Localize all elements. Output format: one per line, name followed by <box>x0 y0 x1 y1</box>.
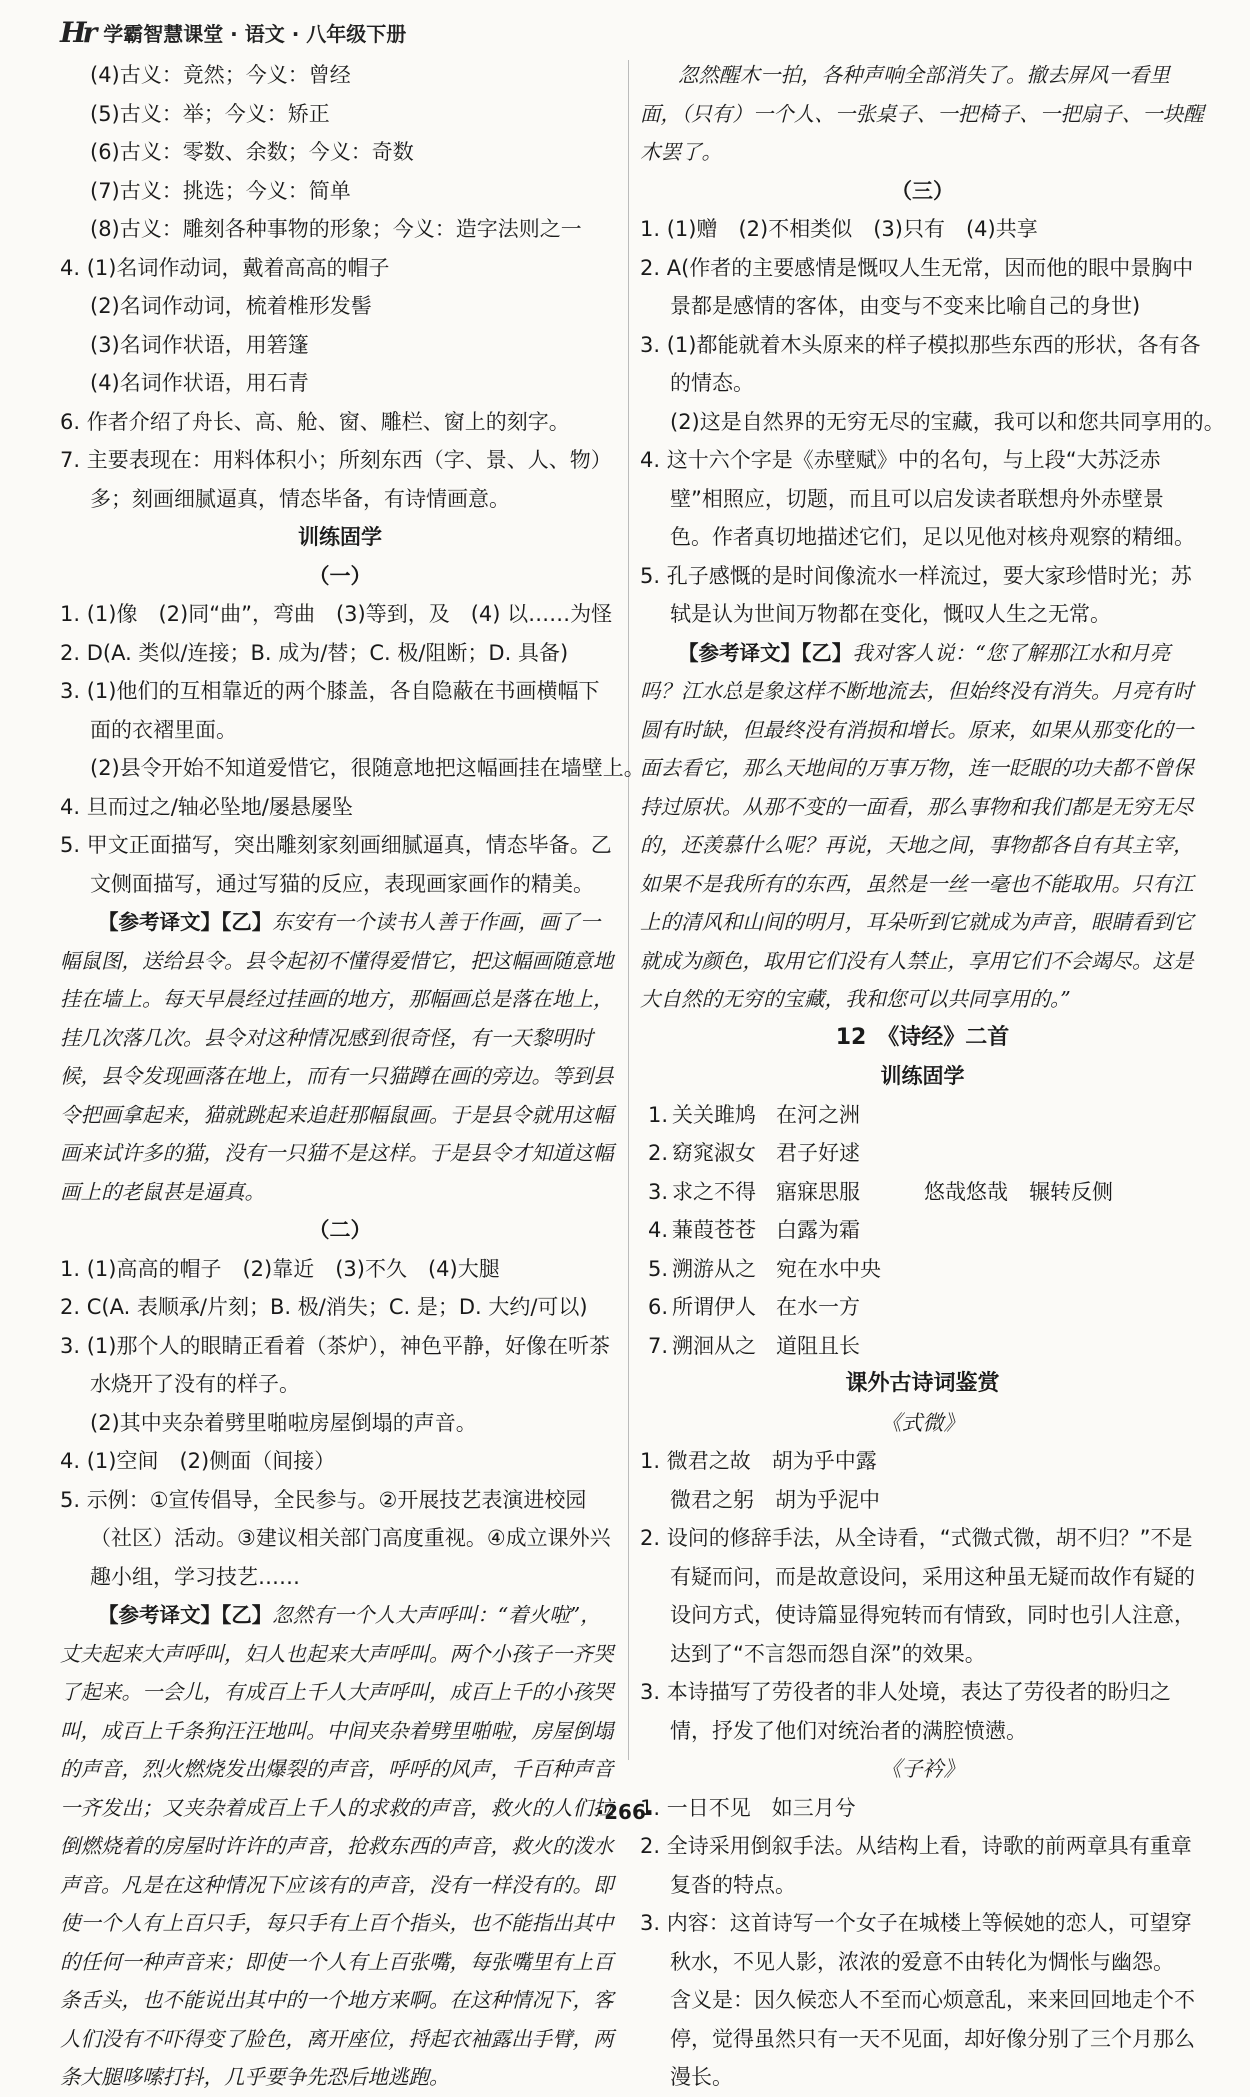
book-title: 学霸智慧课堂 · 语文 · 八年级下册 <box>103 21 407 46</box>
poem-line <box>640 1288 1205 1327</box>
translation-continued: 忽然醒木一拍，各种声响全部消失了。撤去屏风一看里面，（只有）一个人、一张桌子、一把椅子、一把扇子、一块醒木罢了。 <box>640 63 1204 164</box>
section-number: （三） <box>891 178 954 203</box>
poem-line-b: 宛在水中央 <box>776 1256 881 1281</box>
answer-line: 1. (1)赠 (2)不相类似 (3)只有 (4)共享 <box>640 217 1038 241</box>
item-number: 5. <box>648 1256 669 1281</box>
item-number: 6. <box>648 1295 669 1319</box>
answer-line: 3. (1)都能就着木头原来的样子模拟那些东西的形状，各有各的情态。 <box>640 332 1201 395</box>
answer-line: 6. 作者介绍了舟长、高、舱、窗、雕栏、窗上的刻字。 <box>60 409 570 434</box>
poem-line-b: 在水一方 <box>776 1295 860 1319</box>
answer-line: 4. (1)空间 (2)侧面（间接） <box>60 1449 336 1473</box>
poem-title: 《式微》 <box>880 1410 965 1435</box>
translation-text: 我对客人说：“您了解那江水和月亮吗？江水总是象这样不断地流去，但始终没有消失。月亮有时圆有时缺，但最终没有消损和增长。原来，如果从那变化的一面去看它，那么天地间的万事万物，连一眨眼的功夫都不曾保持过原状。从那不变的一面看，那么事物和我们都是无穷无尽的，还羡慕什么呢？再说，天地之间，事物都各自有其主宰，如果不是我所有的东西，虽然是一丝一毫也不能取用。只有江上的清风和山间的明月，耳朵听到它就成为声音，眼睛看到它就成为颜色，取用它们没有人禁止，享用它们不会竭尽。这是大自然的无穷的宝藏，我和您可以共同享用的。” <box>640 640 1194 1011</box>
answer-line: 含义是：因久候恋人不至而心烦意乱，来来回回地走个不停，觉得虽然只有一天不见面，却好像分别了三个月那么漫长。 <box>670 1988 1195 2089</box>
answer-line: 4. 旦而过之/轴必坠地/屡悬屡坠 <box>60 794 353 819</box>
poem-line-a: 溯洄从之 <box>672 1333 756 1358</box>
answer-line: 1. 一日不见 如三月兮 <box>640 1795 856 1820</box>
answer-line: (7)古义：挑选；今义：简单 <box>90 178 351 203</box>
answer-line: (3)名词作状语，用箬篷 <box>90 332 309 357</box>
answer-line: 3. (1)他们的互相靠近的两个膝盖，各自隐蔽在书画横幅下面的衣褶里面。 <box>60 679 600 742</box>
answer-line: 2. 设问的修辞手法，从全诗看，“式微式微，胡不归？”不是有疑而问，而是故意设问，采用这种虽无疑而故作有疑的设问方式，使诗篇显得宛转而有情致，同时也引人注意，达到了“不言怨而怨自深”的效果。 <box>640 1526 1195 1666</box>
column-divider <box>628 60 629 1760</box>
translation-tag: 【乙】 <box>221 1603 273 1627</box>
answer-line: 4. (1)名词作动词，戴着高高的帽子 <box>60 255 390 280</box>
answer-line: (2)这是自然界的无穷无尽的宝藏，我可以和您共同享用的。 <box>670 409 1225 434</box>
poem-line-b: 白露为霜 <box>776 1218 860 1242</box>
reference-translation <box>60 1596 620 2097</box>
translation-text: 忽然有一个人大声呼叫：“着火啦”，丈夫起来大声呼叫，妇人也起来大声呼叫。两个小孩子一齐哭了起来。一会儿，有成百上千人大声呼叫，成百上千的小孩哭叫，成百上千条狗汪汪地叫。中间夹杂着劈里啪啦，房屋倒塌的声音，烈火燃烧发出爆裂的声音，呼呼的风声，千百种声音一齐发出；又夹杂着成百上千人的求救的声音，救火的人们拉倒燃烧着的房屋时许许的声音，抢救东西的声音，救火的泼水声音。凡是在这种情况下应该有的声音，没有一样没有的。即使一个人有上百只手，每只手有上百个指头，也不能指出其中的任何一种声音来；即使一个人有上百张嘴，每张嘴里有上百条舌头，也不能说出其中的一个地方来啊。在这种情况下，客人们没有不吓得变了脸色，离开座位，捋起衣袖露出手臂，两条大腿哆嗦打抖，几乎要争先恐后地逃跑。 <box>60 1603 614 2089</box>
translation-tag: 【乙】 <box>801 640 853 665</box>
poem-line-a: 溯游从之 <box>672 1256 756 1281</box>
item-number: 7. <box>648 1333 669 1358</box>
translation-label: 【参考译文】 <box>98 1603 221 1627</box>
answer-line: 5. 孔子感慨的是时间像流水一样流过，要大家珍惜时光；苏轼是认为世间万物都在变化，慨叹人生之无常。 <box>640 563 1192 626</box>
answer-line: (2)其中夹杂着劈里啪啦房屋倒塌的声音。 <box>90 1410 477 1435</box>
answer-line: 2. 全诗采用倒叙手法。从结构上看，诗歌的前两章具有重章复沓的特点。 <box>640 1834 1192 1897</box>
poem-line-b: 寤寐思服 <box>776 1179 860 1204</box>
page-header <box>60 14 406 50</box>
page-number: ·266· <box>596 1800 654 1824</box>
poem-title: 《子衿》 <box>880 1757 965 1781</box>
answer-line: 2. A(作者的主要感情是慨叹人生无常，因而他的眼中景胸中景都是感情的客体，由变与不变来比喻自己的身世) <box>640 255 1194 318</box>
poem-line <box>640 1211 1205 1250</box>
section-heading: 课外古诗词鉴赏 <box>845 1371 1000 1396</box>
answer-line: 3. 内容：这首诗写一个女子在城楼上等候她的恋人，可望穿秋水，不见人影，浓浓的爱意不由转化为惆怅与幽怨。 <box>640 1911 1192 1974</box>
item-number: 1. <box>648 1102 669 1127</box>
answer-line: 3. 本诗描写了劳役者的非人处境，表达了劳役者的盼归之情，抒发了他们对统治者的满腔愤懑。 <box>640 1680 1171 1743</box>
poem-line-a: 窈窕淑女 <box>672 1141 756 1165</box>
item-number: 3. <box>648 1179 669 1204</box>
answer-line: (4)古义：竟然；今义：曾经 <box>90 63 351 87</box>
poem-line-a: 求之不得 <box>672 1179 756 1204</box>
answer-line: 3. (1)那个人的眼睛正看着（茶炉），神色平静，好像在听茶水烧开了没有的样子。 <box>60 1333 610 1396</box>
answer-line: 4. 这十六个字是《赤壁赋》中的名句，与上段“大苏泛赤壁”相照应，切题，而且可以启发读者联想舟外赤壁景色。作者真切地描述它们，足以见他对核舟观察的精细。 <box>640 448 1195 549</box>
answer-line: 2. D(A. 类似/连接；B. 成为/替；C. 极/阻断；D. 具备) <box>60 640 569 665</box>
poem-line <box>640 1327 1205 1366</box>
translation-tag: 【乙】 <box>221 910 273 934</box>
answer-line: (5)古义：举；今义：矫正 <box>90 101 330 126</box>
poem-line <box>640 1173 1205 1212</box>
answer-line: 微君之躬 胡为乎泥中 <box>670 1487 880 1512</box>
reference-translation <box>640 634 1205 1019</box>
poem-line-a: 蒹葭苍苍 <box>672 1218 756 1242</box>
answer-line: 1. 微君之故 胡为乎中露 <box>640 1449 877 1473</box>
poem-line <box>640 1134 1205 1173</box>
section-heading: 训练固学 <box>298 525 382 549</box>
publisher-logo: Hr <box>60 15 94 49</box>
poem-line <box>640 1096 1205 1135</box>
right-column <box>640 56 1225 2097</box>
answer-line: (4)名词作状语，用石青 <box>90 371 309 395</box>
answer-line: 2. C(A. 表顺承/片刻；B. 极/消失；C. 是；D. 大约/可以) <box>60 1295 588 1319</box>
poem-line-c: 悠哉悠哉 辗转反侧 <box>924 1179 1113 1204</box>
translation-label: 【参考译文】 <box>678 640 801 665</box>
answer-line: 1. (1)高高的帽子 (2)靠近 (3)不久 (4)大腿 <box>60 1256 500 1281</box>
item-number: 2. <box>648 1141 669 1165</box>
poem-line-b: 道阻且长 <box>776 1333 860 1358</box>
reference-translation <box>60 903 620 1211</box>
poem-line-a: 所谓伊人 <box>672 1295 756 1319</box>
answer-line: (6)古义：零数、余数；今义：奇数 <box>90 140 414 164</box>
lesson-title: 12 《诗经》二首 <box>835 1024 1010 1050</box>
answer-line: (2)名词作动词，梳着椎形发髻 <box>90 294 372 318</box>
answer-line: (8)古义：雕刻各种事物的形象；今义：造字法则之一 <box>90 217 582 241</box>
poem-line-b: 在河之洲 <box>776 1102 860 1127</box>
poem-line-a: 关关雎鸠 <box>672 1102 756 1127</box>
poem-line-b: 君子好逑 <box>776 1141 860 1165</box>
poem-line <box>640 1250 1205 1289</box>
answer-line: 5. 示例：①宣传倡导，全民参与。②开展技艺表演进校园（社区）活动。③建议相关部门高度重视。④成立课外兴趣小组，学习技艺…… <box>60 1487 611 1589</box>
section-number: （二） <box>308 1218 372 1242</box>
translation-text: 东安有一个读书人善于作画，画了一幅鼠图，送给县令。县令起初不懂得爱惜它，把这幅画随意地挂在墙上。每天早晨经过挂画的地方，那幅画总是落在地上，挂几次落几次。县令对这种情况感到很奇怪，有一天黎明时候，县令发现画落在地上，而有一只猫蹲在画的旁边。等到县令把画拿起来，猫就跳起来追赶那幅鼠画。于是县令就用这幅画来试许多的猫，没有一只猫不是这样。于是县令才知道这幅画上的老鼠甚是逼真。 <box>60 910 614 1204</box>
answer-line: (2)县令开始不知道爱惜它，很随意地把这幅画挂在墙壁上。 <box>90 756 645 780</box>
section-heading: 训练固学 <box>880 1064 965 1088</box>
section-number: （一） <box>308 563 372 588</box>
answer-line: 1. (1)像 (2)同“曲”，弯曲 (3)等到，及 (4) 以……为怪 <box>60 602 613 626</box>
translation-label: 【参考译文】 <box>98 910 221 934</box>
answer-line: 5. 甲文正面描写，突出雕刻家刻画细腻逼真，情态毕备。乙文侧面描写，通过写猫的反应，表现画家画作的精美。 <box>60 833 612 896</box>
answer-line: 7. 主要表现在：用料体积小；所刻东西（字、景、人、物）多；刻画细腻逼真，情态毕备，有诗情画意。 <box>60 448 612 511</box>
item-number: 4. <box>648 1218 669 1242</box>
